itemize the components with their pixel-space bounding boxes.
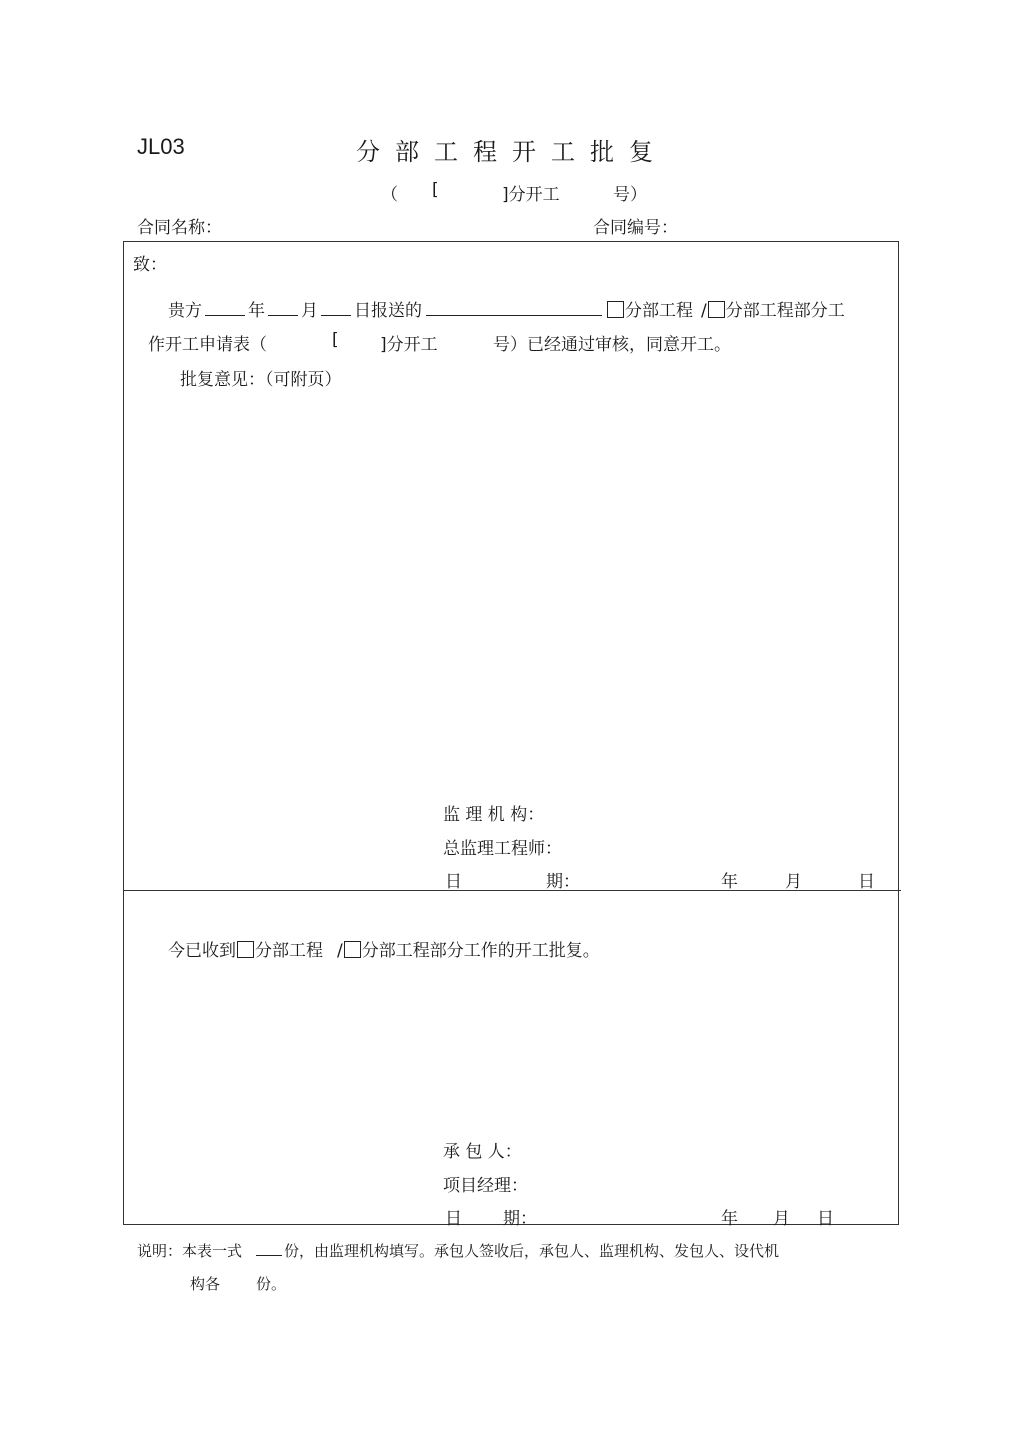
note-body: 份，由监理机构填写。承包人签收后，承包人、监理机构、发包人、设代机 [284, 1242, 780, 1260]
receipt-checkbox-partial-work[interactable] [344, 941, 361, 958]
p2-bracket-left: [ [332, 330, 339, 350]
approval-date-label-a: 日 [445, 872, 462, 892]
approval-line-1 [168, 296, 845, 321]
form-code: JL03 [137, 134, 185, 159]
receipt-year: 年 [721, 1209, 738, 1229]
receipt-option-partial-work: 分部工程部分工作的开工批复。 [361, 941, 600, 961]
option-partial-work: 分部工程部分工 [725, 301, 845, 321]
subtitle-bracket-left: [ [432, 180, 439, 200]
approval-day: 日 [858, 872, 875, 892]
footer-note-line-2 [190, 1273, 286, 1294]
p1-prefix: 贵方 [168, 301, 202, 321]
note-copies-end: 份。 [256, 1275, 287, 1293]
p1-year: 年 [248, 301, 265, 321]
checkbox-partial-work[interactable] [708, 301, 725, 318]
year-blank[interactable] [205, 299, 245, 316]
contract-name-label: 合同名称： [137, 218, 222, 238]
subtitle-number: 号） [613, 185, 647, 205]
p1-day-sent: 日报送的 [354, 301, 422, 321]
form-title: 分部工程开工批复 [356, 138, 668, 166]
footer-note-line-1 [137, 1240, 779, 1261]
project-manager-label: 项目经理： [443, 1176, 528, 1196]
contract-number-label: 合同编号： [593, 218, 678, 238]
subtitle-open-paren: （ [381, 185, 398, 205]
approval-year: 年 [721, 872, 738, 892]
subtitle-bracket-right: ]分开工 [502, 185, 560, 205]
day-blank[interactable] [321, 299, 351, 316]
receipt-option-sub-project: 分部工程 [255, 941, 323, 961]
approval-date-label-b: 期： [546, 872, 580, 892]
contractor-label: 承 包 人： [443, 1142, 522, 1162]
note-prefix: 说明：本表一式 [137, 1242, 243, 1260]
checkbox-sub-project[interactable] [607, 301, 624, 318]
approval-month: 月 [785, 872, 802, 892]
opinion-label: 批复意见：（可附页） [180, 370, 342, 390]
receipt-day: 日 [817, 1209, 834, 1229]
option-sub-project: 分部工程 [625, 301, 693, 321]
p2-ending: 号）已经通过审核，同意开工。 [493, 335, 731, 355]
receipt-date-label-a: 日 [445, 1209, 462, 1229]
supervision-org-label: 监 理 机 构： [443, 805, 545, 825]
p2-prefix: 作开工申请表（ [148, 335, 267, 355]
receipt-month: 月 [773, 1209, 790, 1229]
copies-blank[interactable] [256, 1241, 282, 1256]
document-blank[interactable] [426, 299, 602, 316]
receipt-checkbox-sub-project[interactable] [237, 941, 254, 958]
addressee-label: 致： [133, 255, 167, 275]
p2-bracket-right: ]分开工 [380, 335, 438, 355]
receipt-slash: / [337, 941, 343, 961]
chief-engineer-label: 总监理工程师： [443, 839, 562, 859]
receipt-date-label-b: 期： [503, 1209, 537, 1229]
note-each: 构各 [190, 1275, 221, 1293]
receipt-prefix: 今已收到 [168, 941, 236, 961]
p1-month: 月 [301, 301, 318, 321]
slash-1: / [701, 301, 707, 321]
month-blank[interactable] [268, 299, 298, 316]
receipt-line [168, 936, 600, 961]
